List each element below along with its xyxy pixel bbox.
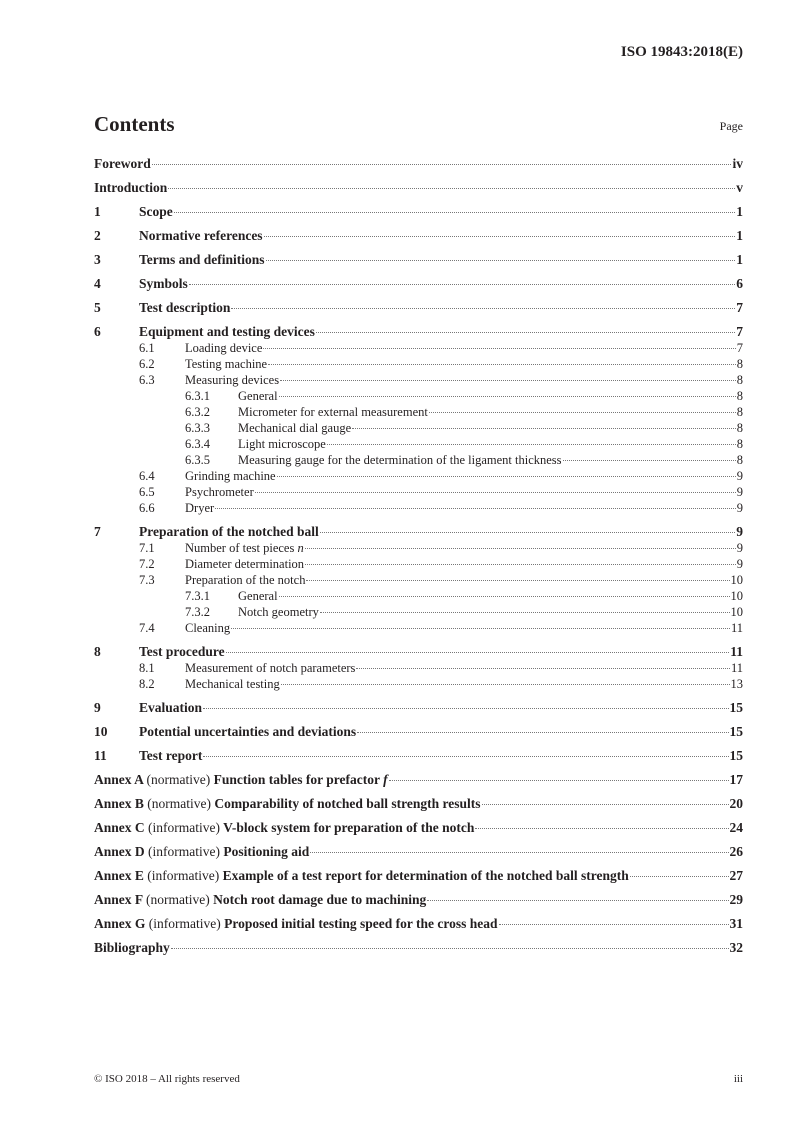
toc-entry-page: 10 bbox=[730, 589, 743, 603]
toc-entry[interactable] bbox=[94, 484, 743, 500]
toc-entry-number: 5 bbox=[94, 300, 101, 315]
toc-entry-number: 6.3.4 bbox=[185, 437, 210, 451]
dot-leader bbox=[427, 900, 728, 901]
toc-entry-page: 17 bbox=[729, 772, 743, 787]
toc-entry-title: Symbols bbox=[139, 276, 188, 291]
toc-entry-number: 1 bbox=[94, 204, 101, 219]
toc-entry-title: Grinding machine bbox=[185, 469, 276, 483]
toc-entry-number: 6 bbox=[94, 324, 101, 339]
toc-entry-title: Example of a test report for determination of the notched ball strength bbox=[222, 868, 629, 883]
toc-entry-title-group bbox=[94, 180, 167, 196]
toc-entry-title-group bbox=[139, 276, 188, 292]
toc-entry-title-group bbox=[185, 356, 267, 372]
toc-entry-number: 10 bbox=[94, 724, 108, 739]
dot-leader bbox=[279, 596, 730, 597]
toc-entry-number: 6.3.1 bbox=[185, 389, 210, 403]
toc-entry-page: 20 bbox=[729, 796, 743, 811]
dot-leader bbox=[482, 804, 729, 805]
dot-leader bbox=[305, 548, 736, 549]
toc-entry-page: 32 bbox=[729, 940, 743, 955]
toc-entry-title: Normative references bbox=[139, 228, 263, 243]
toc-entry[interactable] bbox=[94, 636, 743, 660]
dot-leader bbox=[231, 308, 735, 309]
toc-entry-title-group bbox=[238, 452, 562, 468]
toc-entry-page: 1 bbox=[736, 204, 743, 219]
toc-entry-number: 6.6 bbox=[139, 501, 155, 515]
toc-entry-number: 7.3.1 bbox=[185, 589, 210, 603]
toc-entry-number: 4 bbox=[94, 276, 101, 291]
toc-entry-page: 8 bbox=[736, 421, 743, 435]
toc-entry-page: 27 bbox=[729, 868, 743, 883]
toc-entry-page: 8 bbox=[736, 373, 743, 387]
toc-entry[interactable] bbox=[94, 884, 743, 908]
toc-entry-page: 7 bbox=[736, 300, 743, 315]
toc-entry-page: 7 bbox=[736, 341, 743, 355]
toc-entry-number: 8.1 bbox=[139, 661, 155, 675]
toc-entry-number: 7 bbox=[94, 524, 101, 539]
toc-entry-number: 7.3.2 bbox=[185, 605, 210, 619]
toc-entry[interactable] bbox=[94, 556, 743, 572]
toc-entry[interactable] bbox=[94, 420, 743, 436]
toc-entry[interactable] bbox=[94, 604, 743, 620]
toc-entry-number: 7.2 bbox=[139, 557, 155, 571]
toc-entry-page: v bbox=[736, 180, 743, 195]
dot-leader bbox=[429, 412, 736, 413]
toc-entry-page: 9 bbox=[736, 501, 743, 515]
toc-entry-title-group bbox=[139, 644, 225, 660]
toc-entry-page: 8 bbox=[736, 405, 743, 419]
toc-entry[interactable] bbox=[94, 356, 743, 372]
toc-entry-title: Testing machine bbox=[185, 357, 268, 371]
dot-leader bbox=[499, 924, 729, 925]
toc-entry-page: 15 bbox=[729, 724, 743, 739]
toc-entry-title: General bbox=[238, 389, 278, 403]
toc-entry-title-group bbox=[185, 540, 304, 556]
copyright-footer: © ISO 2018 – All rights reserved bbox=[94, 1073, 240, 1085]
toc-entry-page: 13 bbox=[730, 677, 743, 691]
toc-entry[interactable] bbox=[94, 452, 743, 468]
dot-leader bbox=[357, 732, 728, 733]
toc-entry[interactable] bbox=[94, 572, 743, 588]
annex-kind: (informative) bbox=[148, 844, 220, 859]
toc-entry-title: Positioning aid bbox=[223, 844, 310, 859]
dot-leader bbox=[281, 684, 730, 685]
toc-entry-title-group bbox=[94, 772, 388, 788]
toc-entry-title-group bbox=[185, 660, 355, 676]
toc-entry-number: 6.1 bbox=[139, 341, 155, 355]
toc-entry-title: Number of test pieces bbox=[185, 541, 298, 555]
toc-entry-page: iv bbox=[732, 156, 743, 171]
toc-entry-title: Psychrometer bbox=[185, 485, 254, 499]
toc-entry-number: 6.2 bbox=[139, 357, 155, 371]
toc-entry-title: Proposed initial testing speed for the cross head bbox=[224, 916, 498, 931]
dot-leader bbox=[152, 164, 732, 165]
toc-entry-title: Cleaning bbox=[185, 621, 231, 635]
toc-entry-title-group bbox=[139, 748, 202, 764]
dot-leader bbox=[305, 564, 736, 565]
annex-kind: (informative) bbox=[148, 820, 220, 835]
toc-entry-title-group bbox=[94, 916, 498, 932]
toc-entry-page: 15 bbox=[729, 748, 743, 763]
toc-entry-title-group bbox=[94, 820, 474, 836]
toc-entry-title: Dryer bbox=[185, 501, 215, 515]
toc-entry-title: Preparation of the notched ball bbox=[139, 524, 319, 539]
dot-leader bbox=[320, 532, 736, 533]
toc-entry-title-group bbox=[185, 620, 230, 636]
toc-entry-title-group bbox=[139, 252, 265, 268]
toc-entry-number: 7.3 bbox=[139, 573, 155, 587]
toc-entry[interactable] bbox=[94, 540, 743, 556]
annex-kind: (normative) bbox=[147, 796, 211, 811]
dot-leader bbox=[171, 948, 729, 949]
dot-leader bbox=[264, 236, 736, 237]
toc-entry[interactable] bbox=[94, 268, 743, 292]
toc-entry-page: 9 bbox=[736, 557, 743, 571]
page-number: iii bbox=[733, 1073, 743, 1085]
toc-entry-title-group bbox=[238, 436, 326, 452]
toc-entry-title: General bbox=[238, 589, 278, 603]
toc-entry[interactable] bbox=[94, 716, 743, 740]
toc-entry-number: 8.2 bbox=[139, 677, 155, 691]
toc-entry-page: 26 bbox=[729, 844, 743, 859]
toc-entry[interactable] bbox=[94, 316, 743, 340]
toc-entry[interactable] bbox=[94, 620, 743, 636]
table-of-contents bbox=[94, 148, 743, 956]
toc-entry[interactable] bbox=[94, 500, 743, 516]
toc-entry[interactable] bbox=[94, 196, 743, 220]
dot-leader bbox=[310, 852, 728, 853]
dot-leader bbox=[226, 652, 730, 653]
toc-entry-title-group bbox=[185, 484, 254, 500]
toc-entry-title: Loading device bbox=[185, 341, 263, 355]
toc-entry-title: Notch geometry bbox=[238, 605, 319, 619]
annex-label: Annex E bbox=[94, 868, 144, 883]
annex-label: Annex G bbox=[94, 916, 146, 931]
toc-entry-title-group bbox=[185, 572, 305, 588]
toc-entry-title: Test procedure bbox=[139, 644, 225, 659]
dot-leader bbox=[203, 756, 728, 757]
toc-entry-page: 1 bbox=[736, 228, 743, 243]
toc-entry[interactable] bbox=[94, 908, 743, 932]
toc-entry-page: 8 bbox=[736, 453, 743, 467]
toc-entry-title: Comparability of notched ball strength results bbox=[214, 796, 481, 811]
toc-entry[interactable] bbox=[94, 220, 743, 244]
toc-entry-title: Test report bbox=[139, 748, 203, 763]
toc-entry-page: 8 bbox=[736, 437, 743, 451]
dot-leader bbox=[263, 348, 735, 349]
toc-entry[interactable] bbox=[94, 404, 743, 420]
toc-entry-title-group bbox=[94, 844, 309, 860]
toc-entry-title-group bbox=[139, 228, 263, 244]
toc-entry-page: 24 bbox=[729, 820, 743, 835]
toc-entry-title: Scope bbox=[139, 204, 173, 219]
dot-leader bbox=[279, 396, 736, 397]
annex-kind: (normative) bbox=[146, 892, 210, 907]
toc-entry[interactable] bbox=[94, 340, 743, 356]
dot-leader bbox=[563, 460, 736, 461]
toc-entry-page: 29 bbox=[729, 892, 743, 907]
toc-entry-page: 8 bbox=[736, 389, 743, 403]
toc-entry-page: 11 bbox=[730, 644, 743, 659]
toc-entry-title-group bbox=[139, 700, 202, 716]
toc-entry-title-group bbox=[94, 868, 629, 884]
toc-entry-title-group bbox=[185, 372, 279, 388]
toc-entry[interactable] bbox=[94, 836, 743, 860]
dot-leader bbox=[203, 708, 728, 709]
toc-entry[interactable] bbox=[94, 764, 743, 788]
dot-leader bbox=[189, 284, 735, 285]
toc-entry-title-group bbox=[139, 300, 230, 316]
toc-entry-number: 6.4 bbox=[139, 469, 155, 483]
annex-label: Annex D bbox=[94, 844, 145, 859]
toc-entry-title-group bbox=[185, 340, 262, 356]
toc-entry-number: 2 bbox=[94, 228, 101, 243]
dot-leader bbox=[389, 780, 729, 781]
toc-entry-symbol: f bbox=[383, 772, 388, 787]
toc-entry-title: Measuring devices bbox=[185, 373, 280, 387]
toc-entry[interactable] bbox=[94, 932, 743, 956]
toc-entry[interactable] bbox=[94, 436, 743, 452]
toc-entry-title-group bbox=[185, 500, 214, 516]
toc-entry-title-group bbox=[94, 892, 426, 908]
toc-entry[interactable] bbox=[94, 372, 743, 388]
toc-entry-title: Diameter determination bbox=[185, 557, 305, 571]
dot-leader bbox=[356, 668, 730, 669]
toc-entry-page: 10 bbox=[730, 573, 743, 587]
toc-entry[interactable] bbox=[94, 148, 743, 172]
annex-label: Annex F bbox=[94, 892, 143, 907]
toc-entry-number: 3 bbox=[94, 252, 101, 267]
dot-leader bbox=[306, 580, 729, 581]
toc-entry-title: Function tables for prefactor bbox=[213, 772, 384, 787]
toc-entry-title: Mechanical testing bbox=[185, 677, 280, 691]
toc-entry-number: 6.3.3 bbox=[185, 421, 210, 435]
toc-entry[interactable] bbox=[94, 468, 743, 484]
toc-entry[interactable] bbox=[94, 292, 743, 316]
toc-entry-title-group bbox=[238, 404, 428, 420]
annex-label: Annex B bbox=[94, 796, 144, 811]
toc-entry[interactable] bbox=[94, 860, 743, 884]
dot-leader bbox=[630, 876, 729, 877]
toc-entry-title-group bbox=[139, 724, 356, 740]
dot-leader bbox=[475, 828, 728, 829]
dot-leader bbox=[231, 628, 730, 629]
toc-entry-title-group bbox=[94, 796, 481, 812]
toc-entry-title-group bbox=[139, 204, 173, 220]
toc-entry-page: 9 bbox=[736, 524, 743, 539]
toc-entry-title: Light microscope bbox=[238, 437, 326, 451]
toc-entry[interactable] bbox=[94, 388, 743, 404]
toc-entry[interactable] bbox=[94, 516, 743, 540]
dot-leader bbox=[352, 428, 736, 429]
toc-entry-title: Test description bbox=[139, 300, 231, 315]
toc-entry-page: 11 bbox=[730, 661, 743, 675]
toc-entry-title-group bbox=[238, 388, 278, 404]
toc-entry-page: 8 bbox=[736, 357, 743, 371]
toc-entry-page: 9 bbox=[736, 485, 743, 499]
toc-entry-title: Introduction bbox=[94, 180, 168, 195]
dot-leader bbox=[280, 380, 736, 381]
dot-leader bbox=[266, 260, 736, 261]
dot-leader bbox=[255, 492, 736, 493]
toc-entry-number: 8 bbox=[94, 644, 101, 659]
dot-leader bbox=[174, 212, 736, 213]
annex-kind: (normative) bbox=[146, 772, 211, 787]
toc-entry[interactable] bbox=[94, 692, 743, 716]
toc-entry-title-group bbox=[185, 676, 280, 692]
toc-entry-title: Mechanical dial gauge bbox=[238, 421, 352, 435]
toc-entry-title: Measuring gauge for the determination of the ligament thickness bbox=[238, 453, 562, 467]
toc-entry-title: Potential uncertainties and deviations bbox=[139, 724, 357, 739]
page-title: Contents bbox=[94, 112, 175, 136]
toc-entry[interactable] bbox=[94, 660, 743, 676]
toc-entry[interactable] bbox=[94, 588, 743, 604]
dot-leader bbox=[215, 508, 736, 509]
toc-entry-page: 31 bbox=[729, 916, 743, 931]
toc-entry-page: 9 bbox=[736, 541, 743, 555]
toc-entry[interactable] bbox=[94, 812, 743, 836]
toc-entry-title-group bbox=[139, 324, 315, 340]
toc-entry-page: 6 bbox=[736, 276, 743, 291]
toc-entry-number: 6.3 bbox=[139, 373, 155, 387]
annex-label: Annex C bbox=[94, 820, 145, 835]
toc-entry-page: 9 bbox=[736, 469, 743, 483]
toc-entry-number: 6.3.2 bbox=[185, 405, 210, 419]
toc-entry-number: 6.5 bbox=[139, 485, 155, 499]
dot-leader bbox=[320, 612, 730, 613]
toc-entry-title: Micrometer for external measurement bbox=[238, 405, 428, 419]
toc-entry-title: Terms and definitions bbox=[139, 252, 265, 267]
annex-kind: (informative) bbox=[148, 916, 221, 931]
toc-entry-page: 10 bbox=[730, 605, 743, 619]
document-id: ISO 19843:2018(E) bbox=[620, 44, 743, 60]
toc-entry-title-group bbox=[238, 588, 278, 604]
toc-entry-title: Equipment and testing devices bbox=[139, 324, 315, 339]
toc-entry-title: Measurement of notch parameters bbox=[185, 661, 356, 675]
toc-entry-page: 11 bbox=[730, 621, 743, 635]
toc-entry-page: 7 bbox=[736, 324, 743, 339]
dot-leader bbox=[316, 332, 735, 333]
toc-entry-title: Bibliography bbox=[94, 940, 170, 955]
toc-entry-number: 11 bbox=[94, 748, 107, 763]
toc-entry-title: Preparation of the notch bbox=[185, 573, 306, 587]
toc-entry-number: 6.3.5 bbox=[185, 453, 210, 467]
toc-entry-title-group bbox=[94, 940, 170, 956]
toc-entry-symbol: n bbox=[297, 541, 304, 555]
annex-kind: (informative) bbox=[147, 868, 220, 883]
toc-entry-title-group bbox=[185, 468, 276, 484]
toc-entry-number: 7.1 bbox=[139, 541, 155, 555]
page-column-label: Page bbox=[719, 119, 743, 133]
toc-entry-number: 9 bbox=[94, 700, 101, 715]
dot-leader bbox=[327, 444, 736, 445]
toc-entry-page: 1 bbox=[736, 252, 743, 267]
toc-entry-title-group bbox=[94, 156, 151, 172]
toc-entry[interactable] bbox=[94, 740, 743, 764]
toc-entry-title: Notch root damage due to machining bbox=[213, 892, 427, 907]
toc-entry-title: Evaluation bbox=[139, 700, 203, 715]
toc-entry-title: V-block system for preparation of the notch bbox=[223, 820, 475, 835]
toc-entry[interactable] bbox=[94, 676, 743, 692]
toc-entry[interactable] bbox=[94, 244, 743, 268]
toc-entry-number: 7.4 bbox=[139, 621, 155, 635]
toc-entry-title-group bbox=[238, 420, 351, 436]
toc-entry-page: 15 bbox=[729, 700, 743, 715]
annex-label: Annex A bbox=[94, 772, 144, 787]
dot-leader bbox=[277, 476, 736, 477]
toc-entry[interactable] bbox=[94, 788, 743, 812]
toc-entry[interactable] bbox=[94, 172, 743, 196]
dot-leader bbox=[268, 364, 736, 365]
toc-entry-title-group bbox=[238, 604, 319, 620]
toc-entry-title: Foreword bbox=[94, 156, 151, 171]
dot-leader bbox=[168, 188, 735, 189]
toc-entry-title-group bbox=[185, 556, 304, 572]
toc-entry-title-group bbox=[139, 524, 319, 540]
